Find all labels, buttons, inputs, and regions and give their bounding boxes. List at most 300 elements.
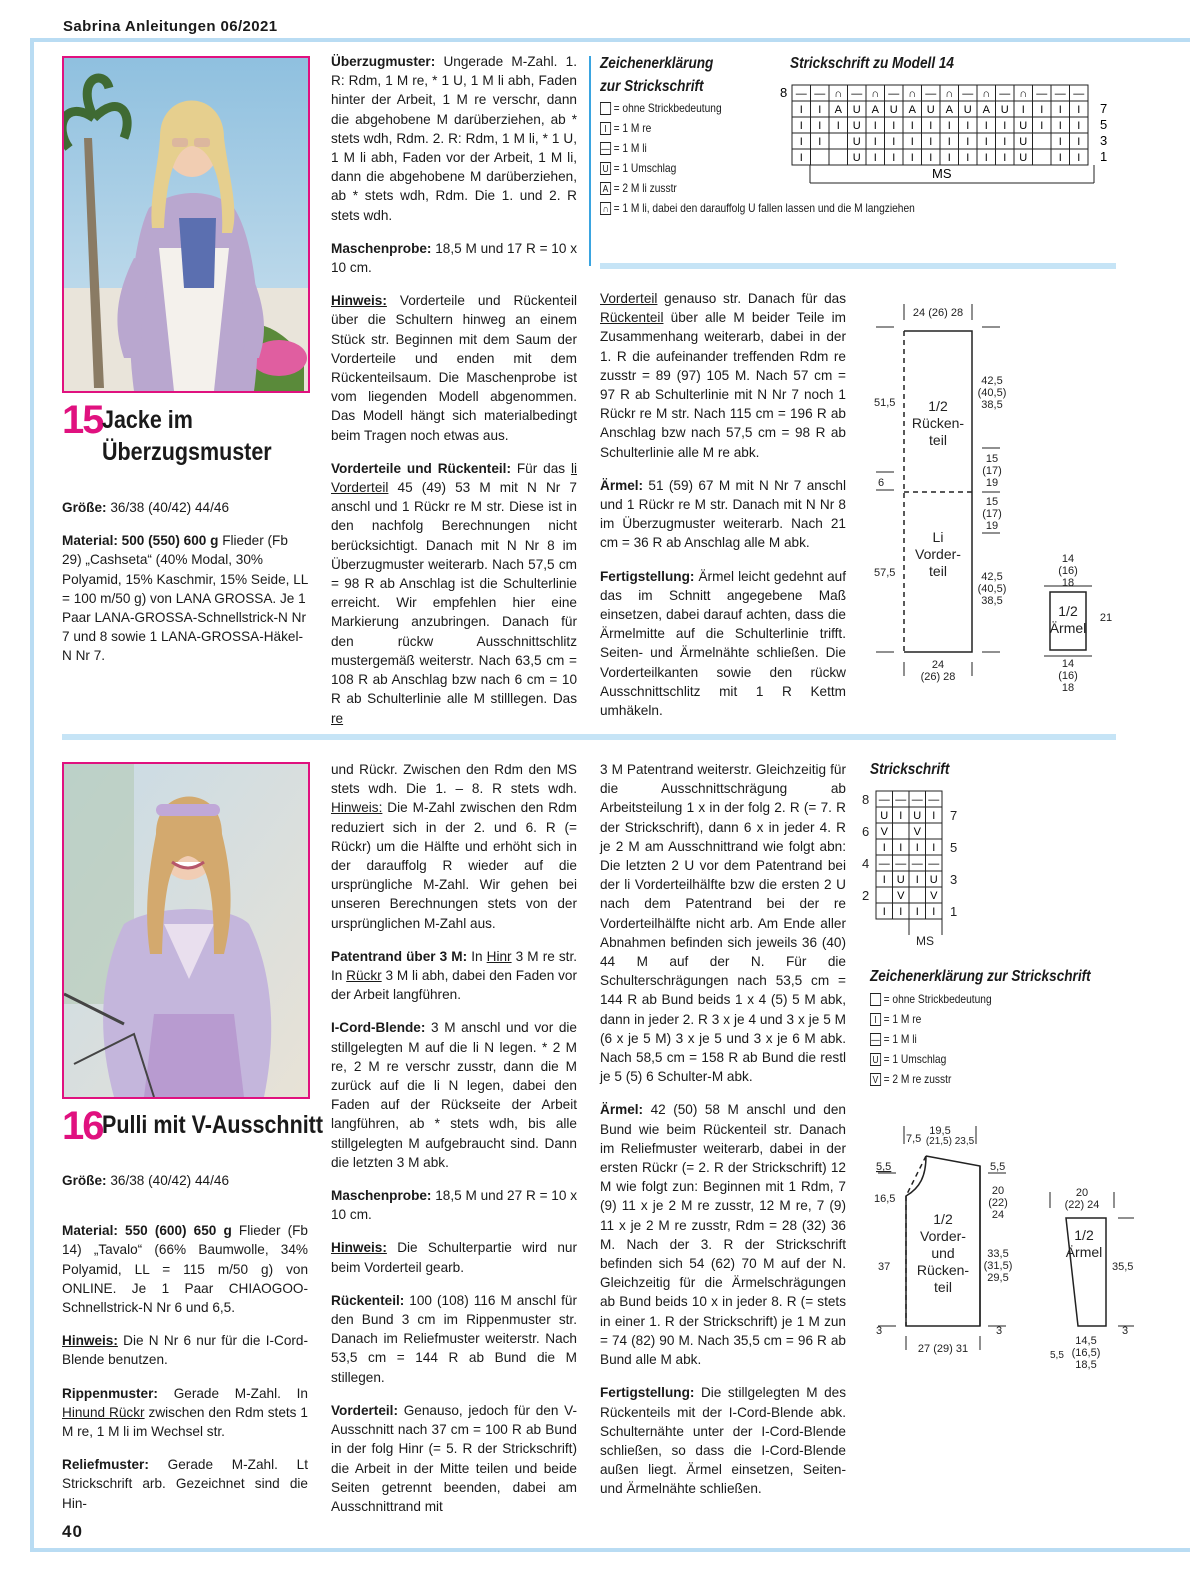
dim-label: 35,5 <box>1112 1261 1134 1273</box>
dim-label: (22) 24 <box>1064 1199 1100 1211</box>
piece-label: teil <box>929 432 947 448</box>
chart-cell-symbol: — <box>878 858 890 870</box>
chart-cell-symbol: I <box>910 136 914 148</box>
dim-sleeve: 18 <box>1061 682 1075 694</box>
material-value: Flieder (Fb 29) „Cashseta“ (40% Modal, 30% Polyamid, 15% Kaschmir, 15% Seide, LL = 100 m/50 g) von LANA GROSSA. Je 1 Paar LANA-GROSSA-Schnellstrick-N Nr 7 und 8 sowie 1 LANA-GROSSA-Häkel-N Nr 7. <box>62 533 308 664</box>
dim-label: 16,5 <box>874 1193 896 1205</box>
piece-label: Rücken- <box>916 1262 970 1278</box>
piece-label: und <box>931 1245 955 1261</box>
page-frame-left <box>30 38 34 1550</box>
model-15-col3-text <box>600 289 846 734</box>
legend-16-title: Zeichenerklärung zur Strickschrift <box>870 968 1091 985</box>
chart-cell-symbol: I <box>799 104 803 116</box>
symbol-knit-icon: I <box>870 1013 881 1026</box>
section-divider <box>62 734 1116 740</box>
legend-text: = 2 M li zusstr <box>613 181 677 195</box>
chart-cell-symbol: — <box>814 88 826 100</box>
dim-bottom: (26) 28 <box>920 671 956 683</box>
dim-label: 27 (29) 31 <box>917 1343 969 1355</box>
dim-r4: 42,5 <box>981 571 1003 583</box>
model-15-number: 15 <box>62 398 103 442</box>
column-divider <box>589 56 591 266</box>
dim-r2: 19 <box>985 477 999 489</box>
dim-label: 20 <box>1075 1187 1089 1199</box>
chart-row-label: 5 <box>950 840 958 855</box>
dim-label: 5,5 <box>876 1161 892 1173</box>
page-frame-bottom <box>30 1548 1190 1552</box>
label-ueberzugmuster: Überzugmuster: <box>331 54 436 69</box>
page-frame-top <box>32 38 1190 42</box>
chart-cell-symbol: U <box>880 810 889 822</box>
piece-label: 1/2 <box>933 1211 953 1227</box>
ueberzugmuster-text: Ungerade M-Zahl. 1. R: Rdm, 1 M re, * 1 U, 1 M li abh, Faden hinter der Arbeit, 1 M re verschr, dann die abgehobene M darüberziehen, ab * stets wdh, Rdm. 2. R: Rdm, 1 M li, * 1 U, 1 M li abh, Faden vor der Arbeit, 1 M li, dann die abgehobene M darüberziehen, ab * stets wdh, Rdm. Die 1. und 2. R stets wdh. <box>331 54 577 223</box>
chart-cell-symbol: I <box>818 136 822 148</box>
dim-label: 3 <box>876 1325 883 1337</box>
chart-cell-symbol: I <box>899 906 903 918</box>
photo-woman-sweater <box>64 764 308 1097</box>
label-groesse: Größe: <box>62 1173 107 1188</box>
patent-underline: Rückr <box>346 968 382 984</box>
chart-cell-symbol: I <box>910 152 914 164</box>
chart-row-label: 7 <box>950 808 958 823</box>
dim-sleeve: 21 <box>1099 612 1113 624</box>
chart-row-label: 6 <box>862 824 870 839</box>
chart-cell-symbol: I <box>1003 136 1007 148</box>
chart-cell-symbol: I <box>984 120 988 132</box>
chart-cell-symbol: I <box>836 120 840 132</box>
rueckenteil-text: 100 (108) 116 M anschl für den Bund 3 cm im Rippenmuster str. Danach im Reliefmuster weiterstr. Nach 53,5 cm = 144 R ab Bund die M stillegen. <box>331 1292 577 1385</box>
chart-cell-symbol: V <box>880 826 888 838</box>
rippen-text: Gerade M-Zahl. In <box>157 1385 308 1401</box>
chart-cell-symbol: A <box>834 104 842 116</box>
model-15-col2-text <box>331 52 577 742</box>
legend-text: = 1 M re <box>613 121 652 135</box>
chart-cell-symbol: I <box>899 842 903 854</box>
label-fertigstellung: Fertigstellung: <box>600 1385 695 1401</box>
hinweis-text: Vorderteile und Rückenteil über die Schultern hinweg an einem Stück str. Beginnen mit dem Saum der Vorderteile und enden mit dem Rückenteilsaum. Die Maschenprobe ist vom liegenden Modell abgenommen. Das Modell hängt sich materialbedingt beim Tragen noch etwas aus. <box>331 293 577 443</box>
chart-row-label: 8 <box>780 85 788 100</box>
chart-cell-symbol: ∩ <box>982 88 991 100</box>
chart-cell-symbol: U <box>1019 152 1028 164</box>
chart-cell-symbol: I <box>932 842 936 854</box>
label-patentrand: Patentrand über 3 M: <box>331 948 468 964</box>
chart-cell-symbol: I <box>1077 152 1081 164</box>
chart-cell-symbol: I <box>947 136 951 148</box>
symbol-empty-icon <box>870 993 881 1006</box>
chart-cell-symbol: I <box>818 120 822 132</box>
chart-ms-label: MS <box>932 166 952 181</box>
chart-cell-symbol: I <box>915 874 919 886</box>
chart-cell-symbol: ∩ <box>1019 88 1028 100</box>
chart-cell-symbol: U <box>852 152 861 164</box>
chart-cell-symbol: I <box>929 136 933 148</box>
legend-text: = 1 M li <box>613 141 647 155</box>
chart-cell-symbol: I <box>947 152 951 164</box>
schnitt-16-diagram <box>868 1118 1148 1378</box>
chart-cell-symbol: V <box>913 826 921 838</box>
model-16-col2-text <box>331 760 577 1530</box>
piece-label: Ärmel <box>1065 1244 1103 1260</box>
legend-item <box>600 198 915 218</box>
chart-cell-symbol: I <box>882 842 886 854</box>
dim-label: 37 <box>878 1261 891 1273</box>
chart-cell-symbol: I <box>910 120 914 132</box>
model-15-col1-text <box>62 498 310 680</box>
label-material: Material: 550 (600) 650 g <box>62 1223 232 1239</box>
label-groesse: Größe: <box>62 500 107 515</box>
legend-16-list <box>870 989 1013 1089</box>
label-rueckenteil: Rückenteil: <box>331 1292 405 1308</box>
dim-label: 20 <box>991 1185 1005 1197</box>
symbol-purl-icon: — <box>601 143 610 155</box>
chart-cell-symbol: — <box>1073 88 1085 100</box>
dim-label: 24 <box>991 1209 1005 1221</box>
chart-cell-symbol: I <box>873 152 877 164</box>
legend-text: = 1 M li <box>883 1032 917 1046</box>
dim-h1: 51,5 <box>874 397 896 409</box>
symbol-empty-icon <box>600 102 611 115</box>
legend-text: = ohne Strickbedeutung <box>883 992 992 1006</box>
dim-r3: (17) <box>982 508 1002 520</box>
chart-cell-symbol: U <box>913 810 922 822</box>
vorderteile-text-b: 45 (49) 53 M mit N Nr 7 anschl und 1 Rückr re M str. Diese ist in den nachfolg Berechnungen nicht berücksichtigt. Danach mit N Nr 8 im Überzugmuster weiterarb. Nach 57,5 cm = 98 R ab Anschlag ist die Schulterlinie erreicht. Wir empfehlen hier eine Markierung anzubringen. Danach für den rückw Ausschnittschlitz mustergemäß weiterstr. Nach 63,5 cm = 108 R ab Anschlag bzw nach 6 cm = 10 R ab Schulterlinie alle M stilllegen. Das <box>331 480 577 707</box>
label-reliefmuster: Reliefmuster: <box>62 1457 149 1473</box>
magazine-header: Sabrina Anleitungen 06/2021 <box>63 18 278 35</box>
chart-cell-symbol: I <box>799 152 803 164</box>
legend-15-title-1: Zeichenerklärung <box>600 55 714 72</box>
piece-label: teil <box>934 1279 952 1295</box>
chart-cell-symbol: I <box>915 906 919 918</box>
chart-cell-symbol: I <box>892 152 896 164</box>
chart-cell-symbol: A <box>908 104 916 116</box>
dim-label: 29,5 <box>987 1272 1009 1284</box>
schnitt-15-diagram <box>868 296 1128 702</box>
groesse-value: 36/38 (40/42) 44/46 <box>106 1173 229 1188</box>
label-hinweis: Hinweis: <box>331 1240 387 1256</box>
chart-cell-symbol: I <box>818 104 822 116</box>
chart-cell-symbol: I <box>1058 136 1062 148</box>
legend-item <box>870 989 992 1009</box>
model-16-col1-text <box>62 1171 308 1527</box>
chart-cell-symbol: I <box>892 120 896 132</box>
chart-row-label: 2 <box>862 888 870 903</box>
dim-label: (21,5) 23,5 <box>925 1136 975 1147</box>
label-icord: I-Cord-Blende: <box>331 1020 426 1036</box>
chart-cell-symbol: I <box>892 136 896 148</box>
symbol-drop-icon: ∩ <box>600 202 611 215</box>
chart-cell-symbol: I <box>1058 120 1062 132</box>
chart-cell-symbol: A <box>945 104 953 116</box>
col3-text: über alle M beider Teile im Zusammenhang weiterarb, dabei in der 1. R die aufeinander treffenden Rdm re zusstr = 89 (97) 105 M. Nach 57 cm = 97 R ab Schulterlinie mit N Nr 7 noch 1 Rückr re M str. Nach 115 cm = 196 R ab Anschlag bzw nach 57,5 cm = 98 R ab Schulterlinie alle M re abk. <box>600 310 846 460</box>
dim-r3: 15 <box>985 496 999 508</box>
chart-row-label: 8 <box>862 792 870 807</box>
dim-r1: (40,5) <box>977 387 1007 399</box>
material-value: Flieder (Fb 14) „Tavalo“ (66% Baumwolle, 34% Polyamid, LL = 115 m/50 g) von ONLINE. Je 1 Paar CHIAOGOO-Schnellstrick-N Nr 6 und 6,5. <box>62 1223 308 1316</box>
chart-cell-symbol: — <box>1054 88 1066 100</box>
dim-label: 19,5 <box>929 1125 951 1137</box>
chart-cell-symbol: I <box>929 120 933 132</box>
piece-label: Vorder- <box>920 1228 966 1244</box>
chart-cell-symbol: I <box>932 906 936 918</box>
section-divider <box>600 263 1116 269</box>
chart-cell-symbol: — <box>925 88 937 100</box>
chart-cell-symbol: ∩ <box>908 88 917 100</box>
chart-cell-symbol: I <box>984 136 988 148</box>
chart-cell-symbol: — <box>1036 88 1048 100</box>
col3-text: genauso str. Danach für das <box>657 291 846 306</box>
chart-cell-symbol: — <box>888 88 900 100</box>
dim-sleeve: 14 <box>1061 658 1075 670</box>
legend-15-title-2: zur Strickschrift <box>600 78 704 95</box>
dim-sleeve: (16) <box>1058 670 1078 682</box>
legend-text: = 1 M li, dabei den darauffolg U fallen lassen und die M langziehen <box>613 201 915 215</box>
dim-r1: 42,5 <box>981 375 1003 387</box>
chart-cell-symbol: I <box>932 810 936 822</box>
piece-label: 1/2 <box>1074 1227 1094 1243</box>
model-16-col3-text <box>600 760 846 1513</box>
symbol-k2tog-icon: A <box>600 182 611 195</box>
chart-cell-symbol: I <box>799 120 803 132</box>
vorderteil-text: Genauso, jedoch für den V-Ausschnitt nach 37 cm = 100 R ab Bund in der folg Hinr (= 5. R der Strickschrift) die Arbeit in der Mitte teilen und beide Seiten getrennt beenden, dabei am Ausschnittrand mit <box>331 1402 577 1514</box>
label-hinweis: Hinweis: <box>62 1333 118 1349</box>
icord-text: 3 M anschl und vor die stillgelegten M auf die li N legen. * 2 M re, 2 M re verschr zusstr, dann die M zurück auf die li N legen, dabei den Faden auf der Rückseite der Arbeit langführen, ab * stets wdh, bis alle stillgelegten M aufgebraucht sind. Dann die letzten 3 M abk. <box>331 1020 577 1170</box>
chart-16-title: Strickschrift <box>870 761 950 778</box>
dim-label: 3 <box>996 1325 1003 1337</box>
patent-text: 3 M li abh, dabei den Faden vor der Arbeit langführen. <box>331 968 577 1003</box>
maschenprobe-text: 18,5 M und 27 R = 10 x 10 cm. <box>331 1188 577 1223</box>
aermel-text: 42 (50) 58 M anschl und den Bund wie beim Rückenteil str. Danach im Reliefmuster weiterarb, dabei in der ersten Rückr (= 2. R der Strickschrift) 12 M wie folgt zun: Beginnen mit 1 Rdm, 7 (9) 11 x je 2 M re zusstr, 12 M re, 7 (9) 11 x je 2 M re zusstr, Rdm = 28 (32) 36 M. Nach der 3. R der Strickschrift befinden sich 54 (62) 70 M auf der N. Gleichzeitig für die Ärmelschrägungen ab Bund beids 10 x in jeder 8. R (= stets in einer 1. R der Strickschrift) je 1 M zun = 74 (82) 90 M. Nach 35,5 cm = 96 R ab Bund alle M abk. <box>600 1102 846 1368</box>
chart-cell-symbol: U <box>889 104 898 116</box>
label-rippenmuster: Rippenmuster: <box>62 1385 158 1401</box>
chart-cell-symbol: U <box>963 104 972 116</box>
chart-cell-symbol: — <box>999 88 1011 100</box>
model-16-number: 16 <box>62 1104 103 1148</box>
dim-label: 7,5 <box>906 1133 922 1145</box>
piece-label: 1/2 <box>1058 603 1078 619</box>
legend-item <box>870 1029 992 1049</box>
chart-cell-symbol: A <box>982 104 990 116</box>
piece-label: Vorder- <box>915 546 961 562</box>
legend-item <box>870 1049 992 1069</box>
label-material: Material: 500 (550) 600 g <box>62 533 219 549</box>
chart-15-title: Strickschrift zu Modell 14 <box>790 55 954 72</box>
chart-cell-symbol: A <box>871 104 879 116</box>
label-aermel: Ärmel: <box>600 477 644 493</box>
dim-label: 3 <box>1122 1325 1129 1337</box>
chart-cell-symbol: I <box>1058 104 1062 116</box>
chart-cell-symbol: U <box>1019 120 1028 132</box>
patent-underline: Hinr <box>486 948 512 964</box>
chart-cell-symbol: — <box>895 858 907 870</box>
patent-text: In <box>467 948 487 964</box>
chart-cell-symbol: I <box>1077 120 1081 132</box>
dim-sleeve: 14 <box>1061 553 1075 565</box>
chart-cell-symbol: — <box>878 794 890 806</box>
dim-label: 33,5 <box>987 1248 1009 1260</box>
dim-bottom: 24 <box>931 659 945 671</box>
legend-text: = 1 M re <box>883 1012 922 1026</box>
dim-r1: 38,5 <box>981 399 1003 411</box>
label-hinweis: Hinweis: <box>331 293 387 309</box>
vorderteile-text-a: Für das <box>510 460 571 476</box>
chart-cell-symbol: — <box>928 858 940 870</box>
chart-cell-symbol: U <box>929 874 938 886</box>
chart-15-grid <box>780 80 1120 190</box>
dim-label: (22) <box>988 1197 1008 1209</box>
dim-r2: (17) <box>982 465 1002 477</box>
chart-cell-symbol: — <box>962 88 974 100</box>
chart-row-label: 3 <box>950 872 958 887</box>
label-aermel: Ärmel: <box>600 1102 644 1118</box>
chart-cell-symbol: ∩ <box>834 88 843 100</box>
chart-ms-label: MS <box>916 934 934 948</box>
chart-row-label: 3 <box>1100 133 1108 148</box>
legend-item <box>870 1069 992 1089</box>
chart-cell-symbol: I <box>1040 104 1044 116</box>
aermel-text: 51 (59) 67 M mit N Nr 7 anschl und 1 Rückr re M str. Danach mit N Nr 8 im Überzugmuster weiterarb. Nach 21 cm = 36 R ab Anschlag alle M abk. <box>600 477 846 551</box>
chart-cell-symbol: U <box>852 136 861 148</box>
label-maschenprobe: Maschenprobe: <box>331 240 432 256</box>
symbol-k2tog-icon: V <box>870 1073 881 1086</box>
model-15-title-line2: Überzugsmuster <box>102 438 272 466</box>
relief-text: Gerade M-Zahl. Lt Strickschrift arb. Gezeichnet sind die Hin- <box>62 1457 308 1511</box>
chart-row-label: 7 <box>1100 101 1108 116</box>
dim-label: 14,5 <box>1075 1335 1097 1347</box>
chart-cell-symbol: V <box>897 890 905 902</box>
symbol-yarnover-icon: U <box>600 162 611 175</box>
piece-label: 1/2 <box>928 398 948 414</box>
vorderteile-text-u2: re <box>331 710 344 726</box>
col3-underline: Vorderteil <box>600 291 658 306</box>
maschenprobe-text: 18,5 M und 17 R = 10 x 10 cm. <box>331 240 577 276</box>
chart-cell-symbol: I <box>1058 152 1062 164</box>
hinweis-text: Die N Nr 6 nur für die I-Cord-Blende benutzen. <box>62 1333 308 1368</box>
dim-label: (16,5) <box>1071 1347 1101 1359</box>
chart-cell-symbol: I <box>1021 104 1025 116</box>
chart-cell-symbol: I <box>873 120 877 132</box>
col3-text: 3 M Patentrand weiterstr. Gleichzeitig für die Ausschnittschrägung ab Arbeitsteilung 1 x in der folg 2. R (= 7. R der Strickschrift), dann 6 x in jeder 4. R je 2 M am Ausschnittrand wie folgt abn: Die letzten 2 U vor dem Patentrand bei der li Vorderteilhälfte bzw die ersten 2 U nach dem Patentrand bei der re Vorderteilhälfte nicht arb. Am Ende aller Abnahmen befinden sich jeweils 36 (40) 44 M auf der N. Für die Schulterschrägungen nach 53,5 cm = 144 R ab Bund beids 1 x 4 (5) 5 M abk, dann in jeder 2. R 3 x je 4 und 3 x je 5 M (6 x je 5 M) 3 x je 5 und 3 x je 6 M abk. Nach 58,5 cm = 158 R ab Bund die restl je 5 (5) 6 Schulter-M abk. <box>600 762 846 1085</box>
chart-cell-symbol: — <box>851 88 863 100</box>
chart-cell-symbol: — <box>911 794 923 806</box>
model-16-title: Pulli mit V-Ausschnitt <box>102 1111 324 1139</box>
col2-text: Die M-Zahl zwischen den Rdm reduziert sich in der 2. und 6. R (= Rückr) um die Hälfte und erhöht sich in der darauffolg R wieder auf die ursprüngliche M-Zahl. Wir gehen bei unseren Berechnungen stets von der ursprünglichen M-Zahl aus. <box>331 800 577 931</box>
chart-cell-symbol: I <box>799 136 803 148</box>
label-maschenprobe: Maschenprobe: <box>331 1188 432 1204</box>
legend-item <box>870 1009 992 1029</box>
legend-text: = 1 Umschlag <box>883 1052 947 1066</box>
chart-cell-symbol: I <box>929 152 933 164</box>
dim-h2: 6 <box>878 477 885 489</box>
model-16-photo <box>62 762 310 1099</box>
legend-text: = ohne Strickbedeutung <box>613 101 722 115</box>
symbol-purl-icon: — <box>871 1034 880 1046</box>
chart-cell-symbol: U <box>852 104 861 116</box>
label-fertigstellung: Fertigstellung: <box>600 568 695 584</box>
symbol-knit-icon: I <box>600 122 611 135</box>
dim-r4: 38,5 <box>981 595 1003 607</box>
piece-label: Li <box>932 529 944 545</box>
legend-text: = 1 Umschlag <box>613 161 677 175</box>
col2-underline: Hinweis: <box>331 800 383 816</box>
chart-cell-symbol: ∩ <box>871 88 880 100</box>
chart-cell-symbol: — <box>928 794 940 806</box>
chart-cell-symbol: U <box>896 874 905 886</box>
chart-cell-symbol: I <box>1077 136 1081 148</box>
dim-sleeve: (16) <box>1058 565 1078 577</box>
chart-cell-symbol: U <box>1000 104 1009 116</box>
chart-cell-symbol: I <box>966 152 970 164</box>
rippen-underline: Hinund Rückr <box>62 1404 145 1420</box>
chart-cell-symbol: V <box>930 890 938 902</box>
model-15-title-line1: Jacke im <box>102 406 193 434</box>
piece-label: Rücken- <box>911 415 965 431</box>
legend-text: = 2 M re zusstr <box>883 1072 952 1086</box>
chart-cell-symbol: I <box>873 136 877 148</box>
fertigstellung-text: Ärmel leicht gedehnt auf das im Schnitt angegebene Maß einsetzen, dabei darauf achten, dass die Ärmelmitte auf die Schulterlinie trifft. Seiten- und Ärmelnähte schließen. Die Vorderteilkanten sowie den rückw Ausschnittschlitz mit 1 R Kettm umhäkeln. <box>600 568 846 719</box>
chart-row-label: 4 <box>862 856 870 871</box>
chart-16-grid <box>860 785 970 950</box>
vorderteile-text-u: li Vorderteil <box>331 460 577 496</box>
chart-cell-symbol: I <box>1077 104 1081 116</box>
chart-cell-symbol: I <box>966 120 970 132</box>
chart-cell-symbol: U <box>926 104 935 116</box>
chart-cell-symbol: I <box>984 152 988 164</box>
page-number: 40 <box>62 1522 83 1541</box>
chart-row-label: 1 <box>950 904 958 919</box>
model-15-photo <box>62 56 310 393</box>
dim-sleeve: 18 <box>1061 577 1075 589</box>
chart-row-label: 1 <box>1100 149 1108 164</box>
chart-cell-symbol: U <box>1019 136 1028 148</box>
col2-text: und Rückr. Zwischen den Rdm den MS stets wdh. Die 1. – 8. R stets wdh. <box>331 762 577 797</box>
chart-cell-symbol: I <box>882 874 886 886</box>
dim-r3: 19 <box>985 520 999 532</box>
chart-cell-symbol: I <box>882 906 886 918</box>
label-vorderteile-rueckenteil: Vorderteile und Rückenteil: <box>331 460 511 476</box>
chart-cell-symbol: — <box>895 794 907 806</box>
piece-label: Ärmel <box>1049 620 1087 636</box>
dim-label: 18,5 <box>1075 1359 1097 1371</box>
chart-cell-symbol: I <box>947 120 951 132</box>
patent-text: 3 M re str. In <box>331 948 578 984</box>
dim-top: 24 (26) 28 <box>912 307 964 319</box>
groesse-value: 36/38 (40/42) 44/46 <box>106 500 229 515</box>
symbol-yarnover-icon: U <box>870 1053 881 1066</box>
chart-row-label: 5 <box>1100 117 1108 132</box>
photo-woman-cardigan <box>64 58 308 391</box>
label-vorderteil: Vorderteil: <box>331 1402 398 1418</box>
fertigstellung-text: Die stillgelegten M des Rückenteils mit der I-Cord-Blende abk. Schulternähte unter der I-Cord-Blende schließen, so dass die I-Cord-Blende außen liegt. Ärmel einsetzen, Seiten- und Ärmelnähte schließen. <box>600 1385 846 1497</box>
chart-cell-symbol: I <box>966 136 970 148</box>
rippen-text: zwischen den Rdm stets 1 M re, 1 M li im Wechsel str. <box>62 1404 308 1440</box>
dim-r2: 15 <box>985 453 999 465</box>
col3-underline: Rückenteil <box>600 310 664 326</box>
chart-cell-symbol: I <box>915 842 919 854</box>
chart-cell-symbol: I <box>1003 120 1007 132</box>
chart-cell-symbol: I <box>899 810 903 822</box>
dim-h3: 57,5 <box>874 567 896 579</box>
dim-label: 5,5 <box>990 1161 1006 1173</box>
chart-cell-symbol: — <box>795 88 807 100</box>
chart-cell-symbol: U <box>852 120 861 132</box>
dim-r4: (40,5) <box>977 583 1007 595</box>
dim-label: 5,5 <box>1050 1350 1064 1361</box>
chart-cell-symbol: I <box>1040 120 1044 132</box>
chart-cell-symbol: — <box>911 858 923 870</box>
hinweis-text: Die Schulterpartie wird nur beim Vorderteil gearb. <box>331 1240 577 1275</box>
piece-label: teil <box>929 563 947 579</box>
dim-label: (31,5) <box>983 1260 1013 1272</box>
